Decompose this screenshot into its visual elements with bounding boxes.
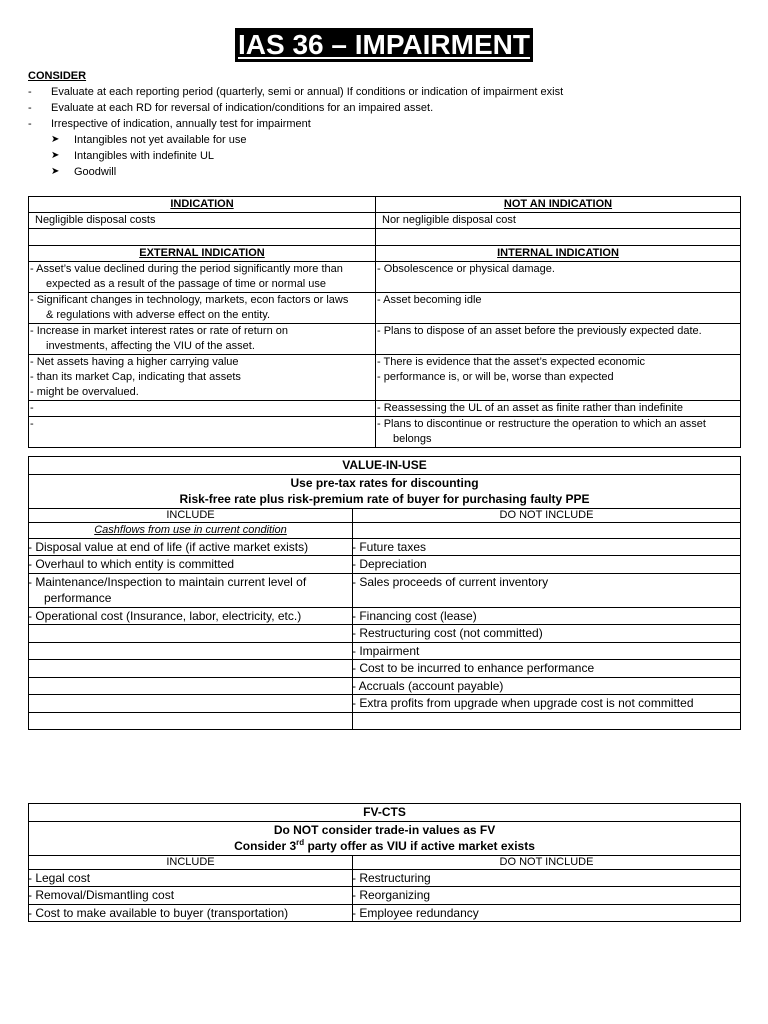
table-cell: [29, 695, 353, 713]
table-cell: [29, 556, 353, 574]
table-row: [29, 538, 741, 556]
table-cell: [29, 355, 376, 401]
cell-line: & regulations with adverse effect on the entity.: [46, 309, 271, 321]
cell-line: [33, 643, 348, 660]
table-row: [29, 522, 741, 538]
cell-line: - Cost to make available to buyer (transportation): [28, 905, 289, 920]
viu-rows: [29, 538, 741, 730]
table-row: [29, 660, 741, 678]
fv-cts-table: [28, 803, 741, 922]
cell-line: - Significant changes in technology, markets, econ factors or laws: [30, 294, 349, 306]
table-cell: [29, 660, 353, 678]
fvcts-title: FV-CTS: [29, 804, 741, 822]
table-row: [29, 887, 741, 905]
table-cell: [376, 262, 741, 293]
table-cell: Nor negligible disposal cost: [376, 213, 741, 229]
arrow-bullet-icon: ➤: [51, 166, 60, 177]
not-indication-header: NOT AN INDICATION: [376, 197, 741, 213]
cell-line: - Restructuring: [352, 870, 431, 885]
table-row: [29, 695, 741, 713]
viu-title: VALUE-IN-USE: [29, 457, 741, 475]
table-cell: [376, 229, 741, 246]
cell-line: - Employee redundancy: [352, 905, 479, 920]
exclude-header: DO NOT INCLUDE: [353, 855, 741, 869]
table-cell: [353, 573, 741, 607]
cell-line: - Extra profits from upgrade when upgrade cost is not committed: [352, 696, 694, 710]
cell-line: - Removal/Dismantling cost: [28, 888, 175, 902]
table-row: [29, 508, 741, 522]
table-row: [29, 677, 741, 695]
table-row: [29, 197, 741, 213]
fvcts-line1: Do NOT consider trade-in values as FV: [273, 822, 496, 837]
cell-line: - Increase in market interest rates or rate of return on: [30, 325, 289, 337]
cell-line: expected as a result of the passage of time or normal use: [46, 278, 327, 290]
table-cell: [29, 293, 376, 324]
cell-line: - Restructuring cost (not committed): [352, 626, 543, 640]
table-row: [29, 246, 741, 262]
cell-line: [33, 660, 348, 677]
fvcts-line2: [33, 838, 736, 855]
table-cell: [353, 660, 741, 678]
consider-list: [28, 84, 740, 132]
cell-line: - Accruals (account payable): [352, 678, 504, 693]
cell-line: - might be overvalued.: [30, 386, 139, 398]
cell-line: [33, 695, 348, 712]
table-row: [29, 229, 741, 246]
table-row: [29, 262, 741, 293]
cell-line: belongs: [393, 433, 432, 445]
table-cell: [353, 904, 741, 922]
table-cell: [29, 401, 376, 417]
include-header: INCLUDE: [29, 508, 353, 522]
table-cell: [353, 538, 741, 556]
cell-line: - than its market Cap, indicating that assets: [30, 371, 241, 383]
value-in-use-table: [28, 456, 741, 730]
arrow-bullet-icon: ➤: [51, 134, 60, 145]
table-row: [29, 573, 741, 607]
consider-section: [28, 68, 740, 180]
table-row: [29, 213, 741, 229]
table-row: [29, 417, 741, 448]
table-row: [29, 355, 741, 401]
cell-line: - Operational cost (Insurance, labor, electricity, etc.): [28, 608, 302, 623]
table-row: [29, 625, 741, 643]
table-cell: [376, 417, 741, 448]
table-cell: [29, 607, 353, 625]
cell-line: - Overhaul to which entity is committed: [28, 557, 235, 571]
cell-line: - performance is, or will be, worse than expected: [377, 371, 614, 383]
cell-line: [33, 713, 348, 730]
table-row: [29, 642, 741, 660]
cell-line: - Reassessing the UL of an asset as finite rather than indefinite: [377, 402, 683, 414]
cell-line: - Cost to be incurred to enhance performance: [352, 661, 595, 675]
fvcts-line2-a: Consider 3: [234, 839, 297, 853]
list-item: [28, 132, 740, 148]
cell-line: [33, 625, 348, 642]
table-cell: [29, 262, 376, 293]
indication-table: [28, 196, 741, 448]
table-cell: [353, 887, 741, 905]
cell-line: - Future taxes: [352, 539, 427, 554]
list-item-label: Intangibles not yet available for use: [74, 134, 247, 146]
cell-line: - Obsolescence or physical damage.: [377, 263, 555, 275]
table-cell: [376, 401, 741, 417]
table-row: [29, 904, 741, 922]
table-row: [29, 457, 741, 475]
cell-line: - Impairment: [352, 643, 420, 658]
table-cell: Negligible disposal costs: [29, 213, 376, 229]
internal-indication-header: INTERNAL INDICATION: [376, 246, 741, 262]
fvcts-line2-b: party offer as VIU if active market exists: [304, 839, 535, 853]
table-cell: [353, 522, 741, 538]
table-cell: [29, 229, 376, 246]
table-row: [29, 712, 741, 730]
cell-line: investments, affecting the VIU of the asset.: [46, 340, 255, 352]
table-row: [29, 324, 741, 355]
table-cell: [353, 712, 741, 730]
table-cell: [29, 538, 353, 556]
table-row: [29, 821, 741, 855]
list-item: - Evaluate at each RD for reversal of indication/conditions for an impaired asset.: [28, 100, 740, 116]
table-cell: [29, 677, 353, 695]
cell-line: - Plans to discontinue or restructure the operation to which an asset: [377, 418, 706, 430]
table-cell: [353, 607, 741, 625]
table-cell: [353, 642, 741, 660]
table-cell: [29, 625, 353, 643]
cell-line: - Asset becoming idle: [377, 294, 482, 306]
table-cell: [353, 695, 741, 713]
table-row: [29, 607, 741, 625]
table-row: [29, 401, 741, 417]
table-cell: [353, 625, 741, 643]
cashflow-note: Cashflows from use in current condition: [29, 522, 353, 538]
table-row: [29, 804, 741, 822]
table-cell: [353, 677, 741, 695]
cell-line: - Reorganizing: [352, 888, 431, 902]
list-item: - Evaluate at each reporting period (quarterly, semi or annual) If conditions or indication of impairment exist: [28, 84, 740, 100]
table-cell: [376, 293, 741, 324]
table-cell: [29, 642, 353, 660]
exclude-header: DO NOT INCLUDE: [353, 508, 741, 522]
consider-sub-list: [28, 132, 740, 180]
table-cell: [353, 869, 741, 887]
fvcts-rows: [29, 869, 741, 922]
cell-line: [357, 713, 736, 730]
cell-line: - Disposal value at end of life (if active market exists): [28, 539, 309, 554]
indication-header: INDICATION: [29, 197, 376, 213]
table-row: [29, 869, 741, 887]
consider-heading: CONSIDER: [28, 70, 87, 82]
list-item: - Irrespective of indication, annually test for impairment: [28, 116, 740, 132]
cell-line: -: [30, 418, 34, 430]
cell-line: - Financing cost (lease): [352, 608, 477, 623]
title-wrap: [0, 28, 768, 62]
table-cell: [29, 324, 376, 355]
table-cell: [29, 573, 353, 607]
arrow-bullet-icon: ➤: [51, 150, 60, 161]
table-row: [29, 556, 741, 574]
viu-line2: Risk-free rate plus risk-premium rate of buyer for purchasing faulty PPE: [179, 492, 590, 506]
page-title: IAS 36 – IMPAIRMENT: [235, 28, 533, 62]
cell-line: - Asset’s value declined during the period significantly more than: [30, 263, 343, 275]
cell-line: [33, 678, 348, 695]
cell-line: - Sales proceeds of current inventory: [352, 574, 549, 589]
cell-line: - Maintenance/Inspection to maintain current level of: [28, 574, 307, 589]
include-header: INCLUDE: [29, 855, 353, 869]
table-cell: [29, 904, 353, 922]
list-item: [28, 164, 740, 180]
viu-line1: Use pre-tax rates for discounting: [290, 475, 479, 490]
table-cell: [376, 324, 741, 355]
table-cell: [376, 355, 741, 401]
cell-line: - Plans to dispose of an asset before the previously expected date.: [377, 325, 702, 337]
cell-line: performance: [44, 591, 112, 605]
external-indication-header: EXTERNAL INDICATION: [29, 246, 376, 262]
table-cell: [353, 556, 741, 574]
table-row: [29, 855, 741, 869]
table-cell: [29, 417, 376, 448]
table-cell: [29, 869, 353, 887]
cell-line: - Depreciation: [352, 557, 427, 571]
list-item-label: Intangibles with indefinite UL: [74, 150, 215, 162]
table-cell: [29, 712, 353, 730]
fvcts-subtitle: [29, 821, 741, 855]
cell-line: -: [30, 402, 34, 414]
list-item: [28, 148, 740, 164]
cell-line: - There is evidence that the asset’s expected economic: [377, 356, 646, 368]
table-row: [29, 293, 741, 324]
table-cell: [29, 887, 353, 905]
viu-subtitle: [29, 474, 741, 508]
indication-rows: [29, 262, 741, 448]
fvcts-line2-sup: rd: [296, 838, 305, 847]
cell-line: - Net assets having a higher carrying value: [30, 356, 239, 368]
list-item-label: Goodwill: [74, 166, 117, 178]
cell-line: - Legal cost: [28, 870, 91, 885]
table-row: [29, 474, 741, 508]
